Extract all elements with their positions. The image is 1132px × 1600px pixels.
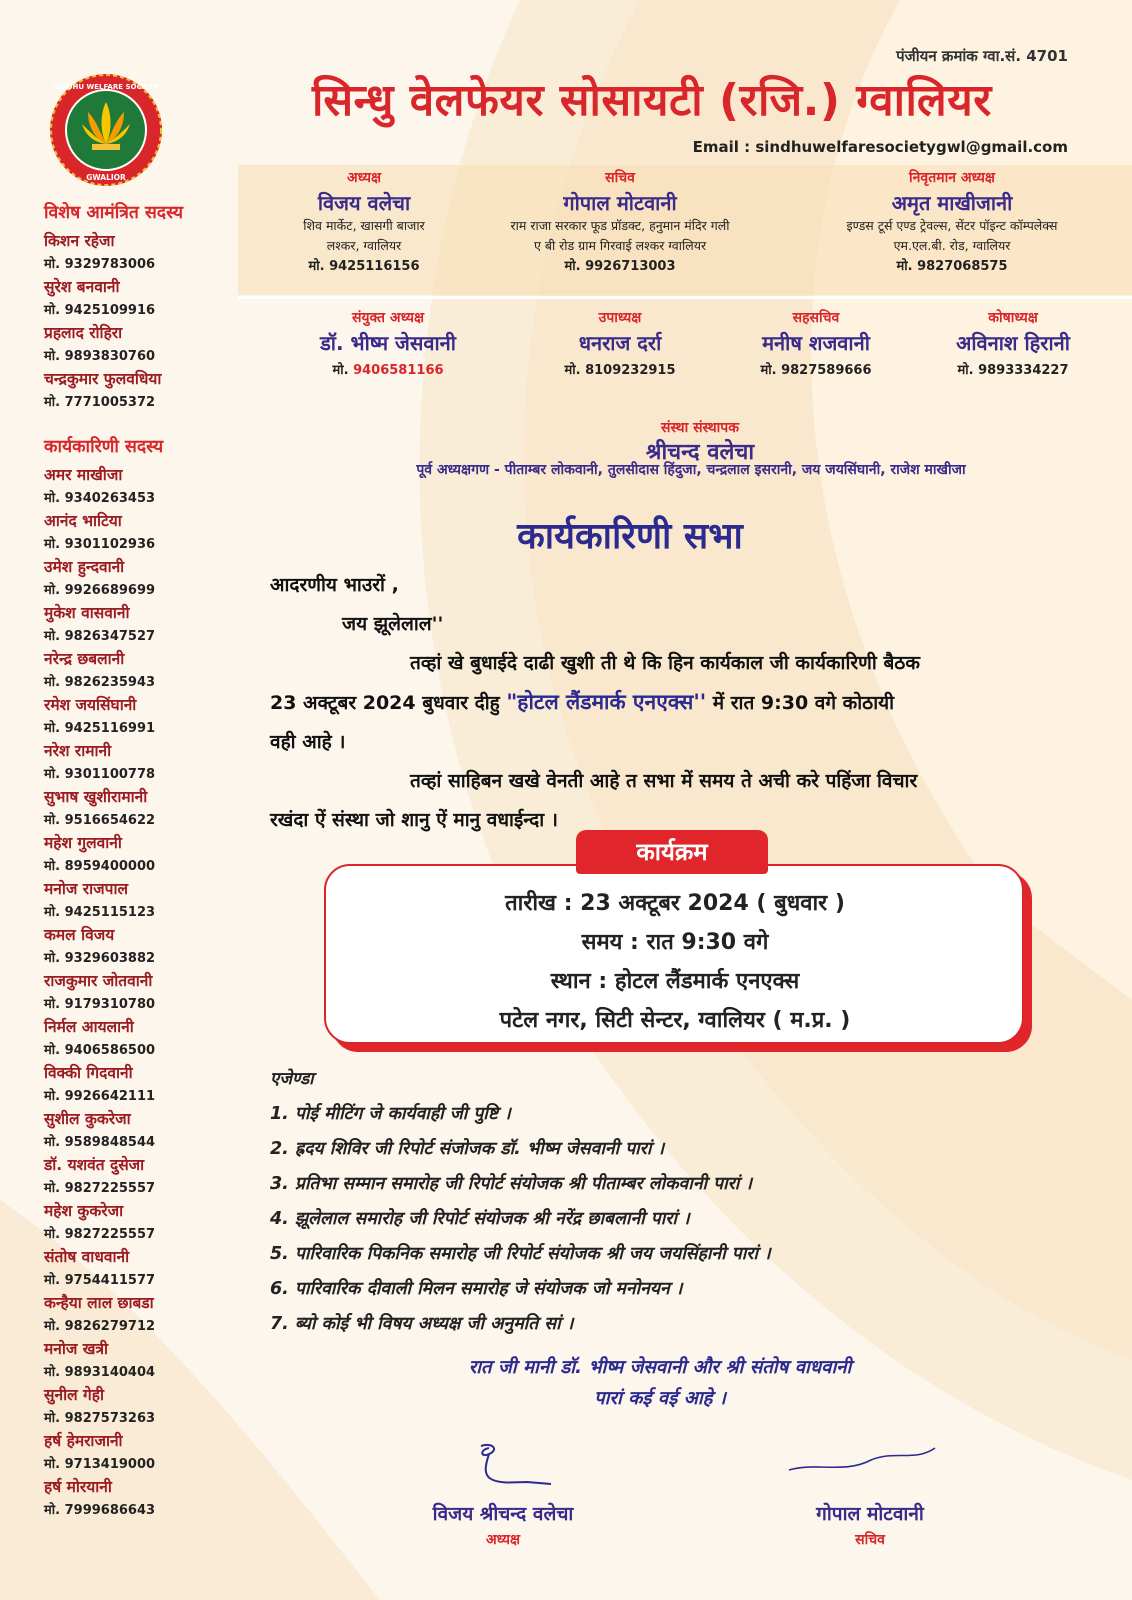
outgoing-president-address-1: इण्डस टूर्स एण्ड ट्रेवल्स, सेंटर पॉइन्ट कॉम्पलेक्स: [846, 218, 1058, 233]
secretary-signature-name: गोपाल मोटवानी: [816, 1503, 924, 1525]
secretary-mobile: मो. 9926713003: [564, 259, 676, 274]
member-name: उमेश हुन्दवानी: [44, 558, 125, 576]
member-mobile: मो. 9340263453: [44, 491, 156, 506]
member-name: डॉ. यशवंत दुसेजा: [44, 1156, 145, 1174]
vice-president-role: उपाध्यक्ष: [598, 310, 642, 326]
member-name: कन्हैया लाल छाबडा: [44, 1294, 154, 1312]
members-sidebar: [44, 200, 244, 1522]
joint-president-mobile-number: 9406581166: [353, 363, 444, 378]
special-invitees-heading: विशेष आमंत्रित सदस्य: [44, 203, 184, 223]
paragraph-1-hotel: "होटल लैंडमार्क एनएक्स'': [506, 690, 707, 714]
member-mobile: मो. 8959400000: [44, 859, 156, 874]
founder-name: श्रीचन्द वलेचा: [645, 440, 755, 465]
member-name: नरेश रामानी: [44, 742, 112, 760]
member-mobile: मो. 9826279712: [44, 1319, 156, 1334]
member-mobile: मो. 9179310780: [44, 997, 156, 1012]
treasurer-mobile: मो. 9893334227: [957, 363, 1069, 378]
outgoing-president-mobile: मो. 9827068575: [896, 259, 1008, 274]
office-treasurer: [908, 308, 1118, 378]
member-name: महेश गुलवानी: [44, 834, 122, 852]
paragraph-1-line-1: तव्हां खे बुधाईदे दाढी खुशी ती थे कि हिन कार्यकाल जी कार्यकारिणी बैठक: [410, 652, 920, 674]
member-name: किशन रहेजा: [44, 232, 115, 250]
joint-president-role: संयुक्त अध्यक्ष: [351, 310, 425, 326]
member-name: हर्ष मोरयानी: [44, 1478, 112, 1496]
member-mobile: मो. 9425116991: [44, 721, 156, 736]
member-mobile: मो. 9329603882: [44, 951, 156, 966]
member-name: मनोज राजपाल: [44, 880, 128, 898]
joint-secretary-role: सहसचिव: [792, 310, 840, 326]
member-name: सुरेश बनवानी: [44, 278, 120, 296]
paragraph-1-date: 23 अक्टूबर 2024 बुधवार दीहु: [270, 692, 507, 714]
member-mobile: मो. 9329783006: [44, 257, 156, 272]
agenda-item: 6. पारिवारिक दीवाली मिलन समारोह जे संयोजक जो मनोनयन ।: [270, 1279, 683, 1299]
agenda: [270, 1062, 1110, 1342]
member-name: नरेन्द्र छबलानी: [44, 650, 125, 668]
secretary-address-1: राम राजा सरकार फूड प्रॉडक्ट, हनुमान मंदिर गली: [510, 218, 730, 233]
programme-time: समय : रात 9:30 वगे: [581, 930, 769, 955]
member-name: निर्मल आयलानी: [44, 1018, 134, 1036]
agenda-item: 5. पारिवारिक पिकनिक समारोह जी रिपोर्ट संयोजक श्री जय जयसिंहानी पारां ।: [270, 1244, 771, 1264]
member-mobile: मो. 9425109916: [44, 303, 156, 318]
programme-venue: स्थान : होटल लैंडमार्क एनएक्स: [550, 969, 800, 994]
outgoing-president-role: निवृतमान अध्यक्ष: [909, 170, 995, 186]
secretary-signature-mark: [775, 1440, 965, 1490]
executive-members-list: [44, 464, 244, 1522]
member-name: प्रहलाद रोहिरा: [44, 324, 123, 342]
agenda-item: 4. झूलेलाल समारोह जी रिपोर्ट संयोजक श्री नरेंद्र छाबलानी पारां ।: [270, 1209, 690, 1229]
member-name: आनंद भाटिया: [44, 512, 122, 530]
member-mobile: मो. 9589848544: [44, 1135, 156, 1150]
member-mobile: मो. 9926689699: [44, 583, 156, 598]
president-signature-mark: [423, 1440, 583, 1490]
programme-details: [340, 884, 1010, 1040]
dinner-note-line-2: पारां कई वई आहे ।: [594, 1388, 726, 1409]
outgoing-president-name: अमृत माखीजानी: [891, 191, 1013, 215]
programme-address: पटेल नगर, सिटी सेन्टर, ग्वालियर ( म.प्र. ): [499, 1008, 851, 1033]
member-mobile: मो. 9301102936: [44, 537, 156, 552]
secretary-role: सचिव: [605, 170, 635, 186]
paragraph-2-line-2: रखंदा ऐं संस्था जो शानु ऐं मानु वधाईन्दा ।: [270, 809, 558, 831]
member-mobile: मो. 9827225557: [44, 1227, 156, 1242]
member-mobile: मो. 9826235943: [44, 675, 156, 690]
paragraph-1-line-2: [270, 683, 1090, 723]
member-name: अमर माखीजा: [44, 466, 123, 484]
joint-president-mobile: [268, 360, 508, 378]
member-mobile: मो. 9827225557: [44, 1181, 156, 1196]
treasurer-name: अविनाश हिरानी: [956, 331, 1070, 355]
president-signature-role: अध्यक्ष: [485, 1532, 521, 1548]
office-outgoing-president: [782, 168, 1122, 274]
paragraph-1-line-3: वही आहे ।: [270, 731, 346, 753]
executive-members-heading: कार्यकारिणी सदस्य: [44, 437, 164, 457]
secretary-signature-role: सचिव: [855, 1532, 885, 1548]
member-name: महेश कुकरेजा: [44, 1202, 124, 1220]
secretary-name: गोपाल मोटवानी: [563, 191, 677, 215]
agenda-item: 3. प्रतिभा सम्मान समारोह जी रिपोर्ट संयोजक श्री पीताम्बर लोकवानी पारां ।: [270, 1174, 753, 1194]
member-name: सुभाष खुशीरामानी: [44, 788, 148, 806]
office-secretary: [470, 168, 770, 274]
member-name: संतोष वाधवानी: [44, 1248, 130, 1266]
organization-title: सिन्धु वेलफेयर सोसायटी (रजि.) ग्वालियर: [312, 75, 992, 126]
office-joint-secretary: [716, 308, 916, 378]
member-mobile: मो. 9425115123: [44, 905, 156, 920]
programme-date: तारीख : 23 अक्टूबर 2024 ( बुधवार ): [505, 891, 845, 916]
member-mobile: मो. 9893140404: [44, 1365, 156, 1380]
registration-number: पंजीयन क्रमांक ग्वा.सं. 4701: [896, 47, 1068, 65]
member-name: चन्द्रकुमार फुलवधिया: [44, 370, 162, 388]
email-address: Email : sindhuwelfaresocietygwl@gmail.com: [692, 138, 1068, 156]
president-address-2: लश्कर, ग्वालियर: [326, 238, 402, 253]
paragraph-2-line-1: तव्हां साहिबन खखे वेनती आहे त सभा में समय ते अची करे पहिंजा विचार: [410, 770, 918, 792]
joint-secretary-mobile: मो. 9827589666: [760, 363, 872, 378]
salutation: आदरणीय भाउरों ,: [270, 574, 399, 596]
joint-secretary-name: मनीष शजवानी: [762, 331, 870, 355]
president-mobile: मो. 9425116156: [308, 259, 420, 274]
society-logo: [48, 72, 164, 188]
member-mobile: मो. 9713419000: [44, 1457, 156, 1472]
founder-role: संस्था संस्थापक: [661, 420, 739, 436]
president-name: विजय वलेचा: [317, 191, 411, 215]
member-mobile: मो. 9827573263: [44, 1411, 156, 1426]
dinner-note-line-1: रात जी मानी डॉ. भीष्म जेसवानी और श्री संतोष वाधवानी: [468, 1357, 852, 1378]
joint-president-name: डॉ. भीष्म जेसवानी: [320, 331, 456, 355]
agenda-heading: एजेण्डा: [270, 1069, 314, 1089]
vice-president-mobile: मो. 8109232915: [564, 363, 676, 378]
president-role: अध्यक्ष: [346, 170, 382, 186]
special-invitees-list: [44, 230, 244, 414]
invitation-letter: [270, 566, 1090, 840]
member-name: हर्ष हेमराजानी: [44, 1432, 123, 1450]
greeting: जय झूलेलाल'': [342, 613, 444, 635]
treasurer-role: कोषाध्यक्ष: [988, 310, 1038, 326]
secretary-address-2: ए बी रोड ग्राम गिरवाई लश्कर ग्वालियर: [533, 238, 707, 253]
member-name: कमल विजय: [44, 926, 115, 944]
logo-text-top: SINDHU WELFARE SOCIETY: [53, 83, 159, 91]
member-mobile: मो. 9926642111: [44, 1089, 156, 1104]
member-name: मुकेश वासवानी: [44, 604, 130, 622]
member-name: रमेश जयसिंघानी: [44, 696, 137, 714]
member-mobile: मो. 9826347527: [44, 629, 156, 644]
logo-text-bottom: GWALIOR: [86, 173, 126, 182]
paragraph-1-time: में रात 9:30 वगे कोठायी: [706, 692, 895, 714]
member-name: सुनील गेही: [44, 1386, 104, 1404]
agenda-item: 1. पोई मीटिंग जे कार्यवाही जी पुष्टि ।: [270, 1104, 511, 1124]
member-mobile: मो. 7999686643: [44, 1503, 156, 1518]
office-joint-president: [268, 308, 508, 378]
programme-tab: कार्यक्रम: [576, 830, 768, 874]
joint-president-mobile-prefix: मो.: [332, 363, 349, 378]
president-address-1: शिव मार्केट, खासगी बाजार: [303, 218, 425, 233]
member-name: विक्की गिदवानी: [44, 1064, 133, 1082]
meeting-title: कार्यकारिणी सभा: [517, 516, 743, 557]
office-vice-president: [520, 308, 720, 378]
signature-secretary: [770, 1440, 970, 1549]
member-mobile: मो. 7771005372: [44, 395, 156, 410]
signature-president: [388, 1440, 618, 1549]
outgoing-president-address-2: एम.एल.बी. रोड, ग्वालियर: [893, 238, 1011, 253]
member-name: मनोज खत्री: [44, 1340, 109, 1358]
member-name: सुशील कुकरेजा: [44, 1110, 131, 1128]
agenda-item: 7. ब्यो कोई भी विषय अध्यक्ष जी अनुमति सां ।: [270, 1314, 574, 1334]
member-name: राजकुमार जोतवानी: [44, 972, 153, 990]
member-mobile: मो. 9893830760: [44, 349, 156, 364]
member-mobile: मो. 9406586500: [44, 1043, 156, 1058]
vice-president-name: धनराज दर्रा: [578, 331, 662, 355]
member-mobile: मो. 9754411577: [44, 1273, 156, 1288]
dinner-sponsor-note: [380, 1352, 940, 1414]
office-president: [258, 168, 470, 274]
past-presidents: पूर्व अध्यक्षगण - पीताम्बर लोकवानी, तुलसीदास हिंदुजा, चन्द्रलाल इसरानी, जय जयसिंघानी, राजेश माखीजा: [416, 462, 966, 478]
member-mobile: मो. 9516654622: [44, 813, 156, 828]
band-divider: [238, 296, 1132, 299]
member-mobile: मो. 9301100778: [44, 767, 156, 782]
agenda-item: 2. ह्रदय शिविर जी रिपोर्ट संजोजक डॉ. भीष्म जेसवानी पारां ।: [270, 1139, 665, 1159]
president-signature-name: विजय श्रीचन्द वलेचा: [432, 1503, 574, 1525]
